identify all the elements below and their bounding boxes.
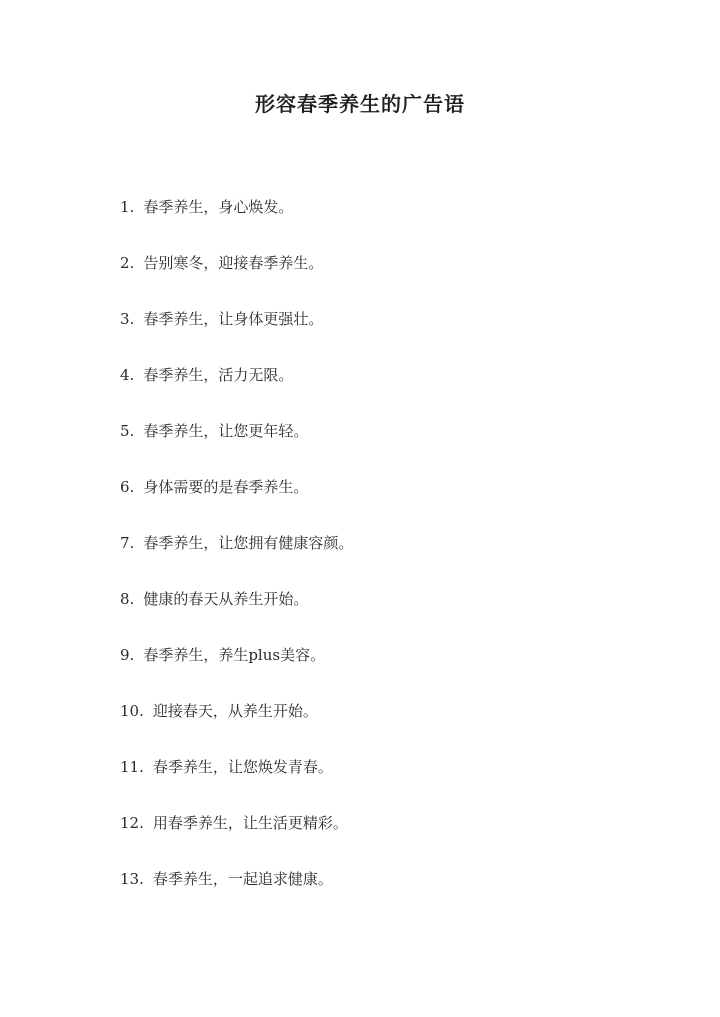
item-text: 春季养生，身心焕发。 [143,198,294,216]
item-text: 迎接春天，从养生开始。 [152,702,318,720]
item-text: 春季养生，让您拥有健康容颜。 [143,534,354,552]
list-item [120,476,640,532]
item-number: 9. [120,646,135,664]
item-number: 8. [120,590,135,608]
item-text: 用春季养生，让生活更精彩。 [152,814,348,832]
item-number: 2. [120,254,135,272]
list-item [120,588,640,644]
item-text: 健康的春天从养生开始。 [143,590,309,608]
item-text: 春季养生，活力无限。 [143,366,294,384]
item-number: 1. [120,198,135,216]
item-text: 春季养生，让您焕发青春。 [152,758,333,776]
list-item [120,700,640,756]
item-number: 11. [120,758,144,776]
list-item [120,756,640,812]
item-text: 春季养生，养生plus美容。 [143,646,326,664]
list-item [120,308,640,364]
item-number: 4. [120,366,135,384]
item-number: 13. [120,870,144,888]
list-item [120,364,640,420]
list-item [120,252,640,308]
item-text: 身体需要的是春季养生。 [143,478,309,496]
item-number: 6. [120,478,135,496]
list-item [120,868,640,924]
item-number: 10. [120,702,144,720]
item-text: 告别寒冬，迎接春季养生。 [143,254,324,272]
list-item [120,196,640,252]
slogan-list [120,196,640,924]
item-text: 春季养生，让您更年轻。 [143,422,309,440]
item-number: 12. [120,814,144,832]
item-text: 春季养生，一起追求健康。 [152,870,333,888]
item-text: 春季养生，让身体更强壮。 [143,310,324,328]
list-item [120,644,640,700]
item-number: 7. [120,534,135,552]
list-item [120,532,640,588]
item-number: 3. [120,310,135,328]
list-item [120,420,640,476]
list-item [120,812,640,868]
page-title: 形容春季养生的广告语 [255,92,465,116]
item-number: 5. [120,422,135,440]
